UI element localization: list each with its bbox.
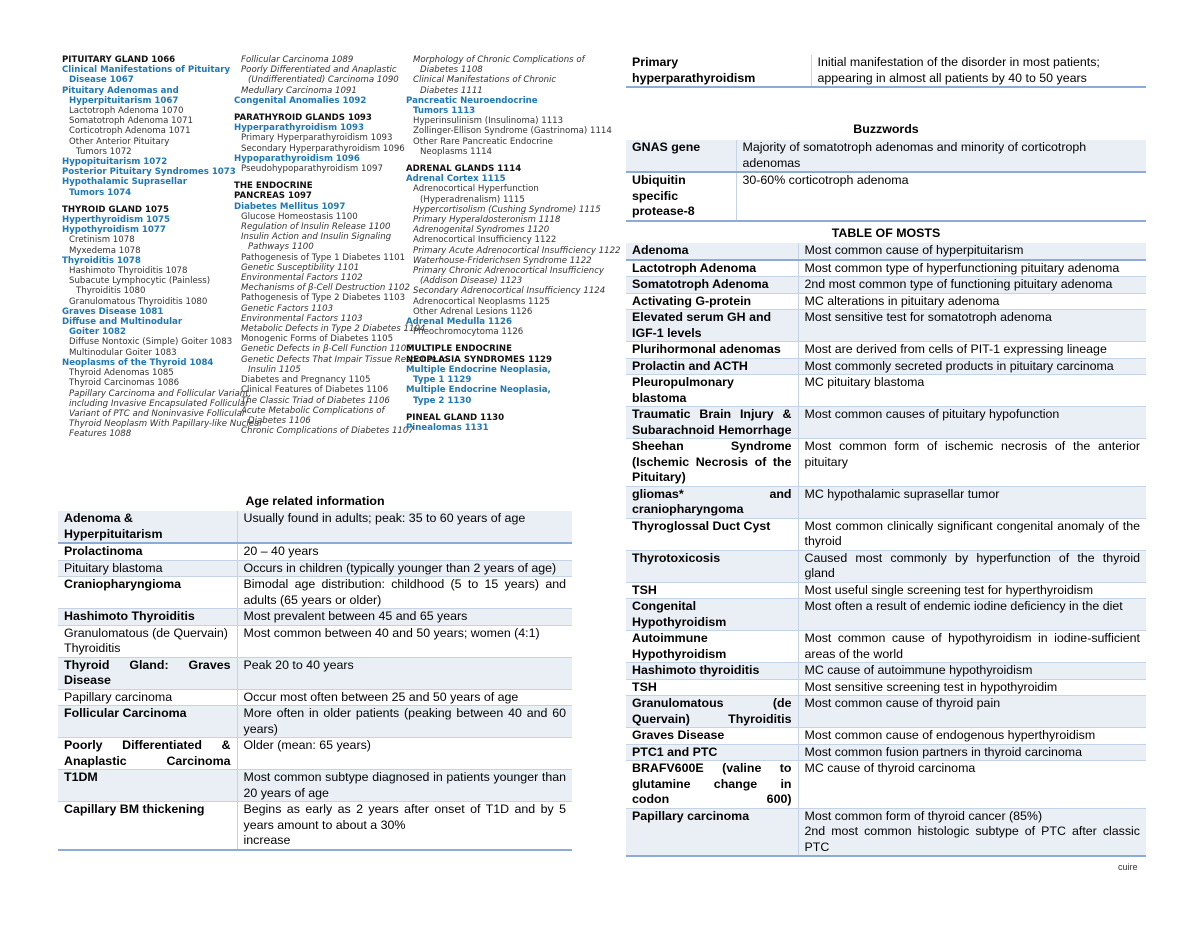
toc-entry: Zollinger-Ellison Syndrome (Gastrinoma) 1114 [413,126,612,137]
toc-entry: Diabetes 1108 [420,65,483,76]
toc-entry: Pathogenesis of Type 2 Diabetes 1103 [241,293,406,304]
row-label: Hashimoto thyroiditis [626,663,798,680]
toc-entry: Poorly Differentiated and Anaplastic [241,65,397,76]
row-label: Thyrotoxicosis [626,550,798,582]
row-label: Thyroglossal Duct Cyst [626,518,798,550]
buzz-table [626,140,1146,222]
toc-entry: Variant of PTC and Noninvasive Follicular [69,408,246,419]
toc-entry: The Classic Triad of Diabetes 1106 [241,395,390,406]
row-value: Usually found in adults; peak: 35 to 60 years of age [237,511,572,543]
toc-entry: Hypoparathyroidism 1096 [234,153,360,164]
table-row [626,518,1146,550]
table-row [626,582,1146,599]
toc-entry: Clinical Manifestations of Pituitary [62,65,231,76]
row-value: Caused most commonly by hyperfunction of the thyroid gland [798,550,1146,582]
table-row [626,172,1146,221]
table-row [58,770,572,802]
row-label: Hashimoto Thyroiditis [58,609,237,626]
hpt-table [626,55,1146,88]
toc-entry: THE ENDOCRINE [234,181,313,192]
toc-entry: (Undifferentiated) Carcinoma 1090 [248,75,399,86]
toc-entry: Tumors 1074 [69,187,132,198]
toc-entry: Metabolic Defects in Type 2 Diabetes 1104 [241,324,426,335]
table-row [626,696,1146,728]
toc-entry: Thyroid Carcinomas 1086 [69,378,180,389]
table-row [626,55,1146,87]
toc-entry: including Invasive Encapsulated Follicular [69,398,249,409]
age-table-title: Age related information [245,494,385,508]
row-value: Most common type of hyperfunctioning pituitary adenoma [798,260,1146,277]
row-label: Primary hyperparathyroidism [626,55,811,87]
row-label: Ubiquitin specific protease-8 [626,172,736,221]
toc-entry: Diffuse Nontoxic (Simple) Goiter 1083 [69,337,233,348]
toc-entry: Thyroiditis 1080 [76,286,146,297]
toc-entry: Tumors 1113 [413,106,476,117]
row-label: Traumatic Brain Injury & Subarachnoid Hemorrhage [626,407,798,439]
row-label: Papillary carcinoma [626,808,798,856]
row-label: Elevated serum GH and IGF-1 levels [626,310,798,342]
table-row [626,375,1146,407]
row-value: Most common form of thyroid cancer (85%) 2nd most common histologic subtype of PTC after classic PTC [798,808,1146,856]
row-label: Graves Disease [626,728,798,745]
toc-entry: Hypopituitarism 1072 [62,157,168,168]
toc-entry: Hypothyroidism 1077 [62,225,166,236]
toc-entry: Clinical Manifestations of Chronic [413,75,557,86]
row-value: Most common subtype diagnosed in patients younger than 20 years of age [237,770,572,802]
toc-entry: Multiple Endocrine Neoplasia, [406,364,551,375]
row-label: Sheehan Syndrome (Ischemic Necrosis of the Pituitary) [626,439,798,487]
row-value: Bimodal age distribution: childhood (5 to 15 years) and adults (65 years or older) [237,577,572,609]
table-row [58,511,572,543]
table-row [626,728,1146,745]
toc-entry: Hypercortisolism (Cushing Syndrome) 1115 [413,204,601,215]
toc-entry: Genetic Factors 1103 [241,303,334,314]
table-row [58,543,572,560]
row-label: Plurihormonal adenomas [626,342,798,359]
toc-entry: Type 1 1129 [413,375,472,386]
table-row [626,663,1146,680]
toc-entry: Adrenal Medulla 1126 [406,317,512,328]
toc-entry: Environmental Factors 1103 [241,313,363,324]
table-row [58,802,572,850]
row-label: TSH [626,679,798,696]
row-label: Follicular Carcinoma [58,706,237,738]
toc-entry: Diffuse and Multinodular [62,317,183,328]
toc-entry: Diabetes Mellitus 1097 [234,201,346,212]
toc-spacer [406,157,621,164]
toc-entry: NEOPLASIA SYNDROMES 1129 [406,354,553,365]
toc-entry: Diabetes 1106 [248,415,311,426]
toc-entry: Subacute Lymphocytic (Painless) [69,276,211,287]
row-value: Most common causes of pituitary hypofunction [798,407,1146,439]
toc-entry: Pseudohypoparathyroidism 1097 [241,164,383,175]
row-label: Capillary BM thickening [58,802,237,850]
toc-entry: Neoplasms 1114 [420,146,493,157]
row-value: Occur most often between 25 and 50 years of age [237,689,572,706]
row-label: Congenital Hypothyroidism [626,599,798,631]
toc-entry: Primary Chronic Adrenocortical Insufficiency [413,266,605,277]
row-value: Most common clinically significant congenital anomaly of the thyroid [798,518,1146,550]
row-label: T1DM [58,770,237,802]
row-value: MC alterations in pituitary adenoma [798,293,1146,310]
toc-entry: MULTIPLE ENDOCRINE [406,344,512,355]
table-row [626,243,1146,260]
toc-entry: Pancreatic Neuroendocrine [406,95,538,106]
toc-entry: Granulomatous Thyroiditis 1080 [69,296,208,307]
toc-entry: PANCREAS 1097 [234,191,312,202]
toc-entry: Insulin 1105 [248,364,301,375]
toc-entry: Thyroiditis 1078 [62,255,141,266]
toc-entry: Pheochromocytoma 1126 [413,327,524,338]
buzz-table-title: Buzzwords [853,122,919,136]
row-label: Granulomatous (de Quervain) Thyroiditis [626,696,798,728]
toc-entry: Papillary Carcinoma and Follicular Variant, [69,388,252,399]
toc-entry: Hyperparathyroidism 1093 [234,123,364,134]
toc-entry: Monogenic Forms of Diabetes 1105 [241,334,394,345]
toc-entry: Acute Metabolic Complications of [241,405,385,416]
toc-entry: Genetic Defects in β-Cell Function 1105 [241,344,412,355]
toc-spacer [406,337,621,344]
age-table [58,511,572,851]
row-label: Adenoma & Hyperpituitarism [58,511,237,543]
toc-entry: Secondary Adrenocortical Insufficiency 1124 [413,286,606,297]
toc-entry: Insulin Action and Insulin Signaling [241,232,392,243]
toc-entry: Graves Disease 1081 [62,306,164,317]
toc-entry: Disease 1067 [69,75,134,86]
toc-entry: Glucose Homeostasis 1100 [241,211,358,222]
row-value: Most are derived from cells of PIT-1 expressing lineage [798,342,1146,359]
row-label: Prolactinoma [58,543,237,560]
toc-entry: Primary Hyperparathyroidism 1093 [241,133,393,144]
row-value: Occurs in children (typically younger than 2 years of age) [237,560,572,577]
toc-entry: Regulation of Insulin Release 1100 [241,222,391,233]
toc-entry: Pinealomas 1131 [406,422,489,433]
toc-entry: Morphology of Chronic Complications of [413,55,585,65]
row-value: Most sensitive test for somatotroph adenoma [798,310,1146,342]
row-value: Peak 20 to 40 years [237,657,572,689]
toc-entry: Hyperthyroidism 1075 [62,215,171,226]
row-label: TSH [626,582,798,599]
toc-entry: Myxedema 1078 [69,245,141,256]
toc-entry: Adrenogenital Syndromes 1120 [413,225,550,236]
toc-entry: Goiter 1082 [69,327,126,338]
row-value: Majority of somatotroph adenomas and minority of corticotroph adenomas [736,140,1146,172]
table-row [626,260,1146,277]
row-value: Most sensitive screening test in hypothyroidim [798,679,1146,696]
toc-entry: Primary Acute Adrenocortical Insufficiency 1122 [413,245,621,256]
toc-entry: PINEAL GLAND 1130 [406,412,505,423]
row-label: gliomas* and craniopharyngoma [626,486,798,518]
row-value: Most common between 40 and 50 years; women (4:1) [237,625,572,657]
row-label: Lactotroph Adenoma [626,260,798,277]
row-value: Most common form of ischemic necrosis of the anterior pituitary [798,439,1146,487]
table-row [626,140,1146,172]
toc-entry: (Hyperadrenalism) 1115 [420,194,525,205]
row-label: Thyroid Gland: Graves Disease [58,657,237,689]
toc-entry: Features 1088 [69,429,132,440]
toc-entry: Diabetes and Pregnancy 1105 [241,375,371,386]
toc-entry: Mechanisms of β-Cell Destruction 1102 [241,283,410,294]
row-value: MC pituitary blastoma [798,375,1146,407]
table-row [58,657,572,689]
table-row [626,550,1146,582]
row-value: Most common cause of thyroid pain [798,696,1146,728]
toc-entry: Multiple Endocrine Neoplasia, [406,385,551,396]
row-label: Craniopharyngioma [58,577,237,609]
row-label: Granulomatous (de Quervain) Thyroiditis [58,625,237,657]
table-row [626,808,1146,856]
toc-entry: Type 2 1130 [413,395,472,406]
table-row [626,631,1146,663]
toc-entry: Thyroid Neoplasm With Papillary-like Nuclear [69,419,263,430]
toc-entry: Multinodular Goiter 1083 [69,347,177,358]
table-row [58,738,572,770]
toc-entry: Pituitary Adenomas and [62,85,179,96]
row-value: Most common fusion partners in thyroid carcinoma [798,744,1146,761]
toc-entry: Other Anterior Pituitary [69,136,170,147]
row-value: Most often a result of endemic iodine deficiency in the diet [798,599,1146,631]
table-row [58,577,572,609]
toc-column-3 [406,55,621,433]
row-value: MC hypothalamic suprasellar tumor [798,486,1146,518]
row-value: Initial manifestation of the disorder in most patients; appearing in almost all patients by 40 to 50 years [811,55,1146,87]
toc-entry: Follicular Carcinoma 1089 [241,55,354,65]
toc-entry: Congenital Anomalies 1092 [234,95,367,106]
table-row [626,744,1146,761]
toc-entry: Hypothalamic Suprasellar [62,177,187,188]
toc-entry: Secondary Hyperparathyroidism 1096 [241,143,405,154]
table-row [58,689,572,706]
toc-entry: Somatotroph Adenoma 1071 [69,116,193,127]
table-row [626,407,1146,439]
table-row [626,486,1146,518]
toc-entry: Genetic Susceptibility 1101 [241,262,360,273]
toc-entry: Other Rare Pancreatic Endocrine [413,136,553,147]
toc-entry: ADRENAL GLANDS 1114 [406,164,522,175]
row-value: 2nd most common type of functioning pituitary adenoma [798,277,1146,294]
toc-entry: Adrenocortical Neoplasms 1125 [413,296,550,307]
toc-entry: Genetic Defects That Impair Tissue Response to [241,354,448,365]
toc-entry: Cretinism 1078 [69,235,135,246]
row-label: Autoimmune Hypothyroidism [626,631,798,663]
toc-spacer [62,198,263,205]
table-row [626,679,1146,696]
row-value: 30-60% corticotroph adenoma [736,172,1146,221]
row-label: BRAFV600E (valine to glutamine change in codon 600) [626,761,798,809]
row-value: 20 – 40 years [237,543,572,560]
table-row [626,439,1146,487]
toc-entry: Environmental Factors 1102 [241,273,363,284]
toc-entry: Primary Hyperaldosteronism 1118 [413,215,561,226]
row-value: More often in older patients (peaking between 40 and 60 years) [237,706,572,738]
toc-entry: Neoplasms of the Thyroid 1084 [62,357,214,368]
table-row [58,609,572,626]
row-label: Somatotroph Adenoma [626,277,798,294]
toc-entry: Adrenocortical Hyperfunction [413,184,539,195]
row-value: Begins as early as 2 years after onset of T1D and by 5 years amount to about a 30% increase [237,802,572,850]
table-row [58,625,572,657]
table-row [626,310,1146,342]
toc-entry: Pathways 1100 [248,242,314,253]
row-label: PTC1 and PTC [626,744,798,761]
mosts-table-title: TABLE OF MOSTS [831,226,941,240]
toc-entry: Other Adrenal Lesions 1126 [413,306,533,317]
row-value: Most common cause of hypothyroidism in iodine-sufficient areas of the world [798,631,1146,663]
row-value: Most common cause of endogenous hyperthyroidism [798,728,1146,745]
row-value: Older (mean: 65 years) [237,738,572,770]
toc-entry: Tumors 1072 [76,146,132,157]
toc-entry: (Addison Disease) 1123 [420,276,523,287]
row-label: Poorly Differentiated & Anaplastic Carcinoma [58,738,237,770]
table-row [626,599,1146,631]
toc-spacer [406,406,621,413]
table-row [58,706,572,738]
toc-entry: Medullary Carcinoma 1091 [241,85,357,96]
toc-entry: Pathogenesis of Type 1 Diabetes 1101 [241,252,406,263]
table-row [58,560,572,577]
toc-entry: Lactotroph Adenoma 1070 [69,106,184,117]
toc-entry: Thyroid Adenomas 1085 [69,368,174,379]
toc-entry: PARATHYROID GLANDS 1093 [234,113,372,124]
toc-entry: Hashimoto Thyroiditis 1078 [69,266,188,277]
mosts-table [626,243,1146,857]
table-row [626,293,1146,310]
table-row [626,358,1146,375]
toc-entry: PITUITARY GLAND 1066 [62,55,176,65]
toc-entry: Waterhouse-Friderichsen Syndrome 1122 [413,255,592,266]
toc-entry: Posterior Pituitary Syndromes 1073 [62,167,236,178]
table-row [626,342,1146,359]
row-label: Prolactin and ACTH [626,358,798,375]
toc-entry: Chronic Complications of Diabetes 1107 [241,426,414,437]
toc-column-1 [62,55,263,440]
row-label: Pituitary blastoma [58,560,237,577]
table-row [626,761,1146,809]
footer-mark: cuire [1118,862,1138,872]
row-label: Activating G-protein [626,293,798,310]
toc-entry: Diabetes 1111 [420,85,483,96]
row-label: Adenoma [626,243,798,260]
toc-entry: Adrenocortical Insufficiency 1122 [413,235,557,246]
row-label: Papillary carcinoma [58,689,237,706]
row-label: Pleuropulmonary blastoma [626,375,798,407]
toc-entry: Corticotroph Adenoma 1071 [69,126,191,137]
toc-entry: Clinical Features of Diabetes 1106 [241,385,389,396]
row-value: Most prevalent between 45 and 65 years [237,609,572,626]
row-value: MC cause of autoimmune hypothyroidism [798,663,1146,680]
toc-entry: Hyperpituitarism 1067 [69,95,179,106]
toc-entry: THYROID GLAND 1075 [62,204,169,215]
row-value: MC cause of thyroid carcinoma [798,761,1146,809]
table-row [626,277,1146,294]
row-value: Most commonly secreted products in pituitary carcinoma [798,358,1146,375]
row-value: Most useful single screening test for hyperthyroidism [798,582,1146,599]
toc-entry: Adrenal Cortex 1115 [406,174,506,185]
row-value: Most common cause of hyperpituitarism [798,243,1146,260]
row-label: GNAS gene [626,140,736,172]
toc-entry: Hyperinsulinism (Insulinoma) 1113 [413,116,564,127]
